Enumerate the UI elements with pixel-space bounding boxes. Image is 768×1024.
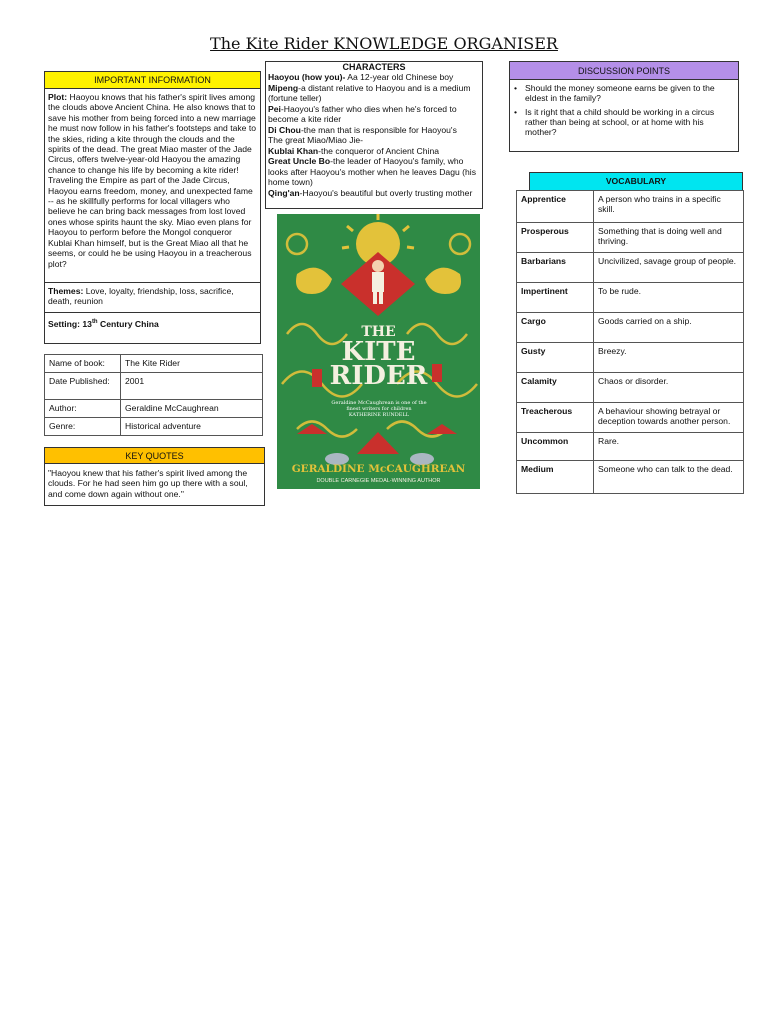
list-item: Pei-Haoyou's father who dies when he's forced to become a kite rider [268,103,457,124]
table-row [517,403,744,433]
vocabulary-header: VOCABULARY [529,172,743,191]
characters-panel [265,61,483,209]
vocab-meaning: To be rude. [594,283,744,313]
table-row [517,253,744,283]
vocab-word: Cargo [517,313,594,343]
vocab-word: Treacherous [517,403,594,433]
discussion-header: DISCUSSION POINTS [510,62,738,80]
page-title: The Kite Rider KNOWLEDGE ORGANISER [210,34,558,53]
plot-label: Plot: [48,92,68,102]
vocab-meaning: Rare. [594,433,744,461]
table-row [517,223,744,253]
cover-author: GERALDINE McCAUGHREAN [291,463,466,475]
plot-section [45,89,260,283]
table-row [517,191,744,223]
key-quotes-header: KEY QUOTES [45,448,264,464]
book-info-value: Geraldine McCaughrean [121,400,263,418]
cover-title-line3: RIDER [329,361,428,391]
book-info-label: Author: [45,400,121,418]
vocab-word: Medium [517,461,594,494]
table-row [517,313,744,343]
list-item: Great Uncle Bo-the leader of Haoyou's family, who looks after Haoyou's mother when he leaves Dagu (his home town) [268,156,476,187]
list-item: Mipeng-a distant relative to Haoyou and is a medium (fortune teller) [268,82,471,103]
book-info-label: Date Published: [45,373,121,400]
important-info-panel [44,71,261,344]
vocab-meaning: Someone who can talk to the dead. [594,461,744,494]
themes-section [45,283,260,313]
key-quote-text: "Haoyou knew that his father's spirit lived among the clouds. For he had seen him go up there with a soul, and come down again without one." [48,468,248,499]
list-item: • Should the money someone earns be given to the eldest in the family? [514,83,715,103]
discussion-list [510,80,738,144]
table-row [517,283,744,313]
book-cover [277,214,480,489]
vocab-meaning: A person who trains in a specific skill. [594,191,744,223]
cover-blurb: Geraldine McCaughrean is one of the finest writers for children KATHERINE RUNDELL [331,400,427,418]
book-info-value: Historical adventure [121,418,263,436]
table-row [517,461,744,494]
vocab-word: Apprentice [517,191,594,223]
setting-rest: Century China [100,318,159,329]
characters-list [266,72,482,198]
setting-sup: th [91,319,98,325]
table-row [517,343,744,373]
list-item: Kublai Khan-the conqueror of Ancient China [268,145,440,156]
themes-label: Themes: [48,286,84,296]
discussion-panel [509,61,739,152]
book-info-label: Name of book: [45,355,121,373]
plot-text: Haoyou knows that his father's spirit lives among the clouds above Ancient China. He also knows that to save his mother from being forced into a new marriage he must now follow in his father's footsteps and take to the skies, riding a kite through the clouds and the spirits of the dead. The great Miao master of the Jade Circus, offers twelve-year-old Haoyou the amazing chance to change his life by becoming a kite rider! [48,92,257,175]
setting-label: Setting: [48,318,80,329]
book-info-table [44,354,263,436]
setting-num: 13 [82,318,92,329]
themes-text: Love, loyalty, friendship, loss, sacrifice, death, reunion [48,286,234,307]
vocab-word: Impertinent [517,283,594,313]
vocab-meaning: Breezy. [594,343,744,373]
cover-tagline: DOUBLE CARNEGIE MEDAL-WINNING AUTHOR [316,478,441,484]
vocab-meaning: A behaviour showing betrayal or deception towards another person. [594,403,744,433]
vocab-meaning: Goods carried on a ship. [594,313,744,343]
book-info-label: Genre: [45,418,121,436]
vocab-word: Barbarians [517,253,594,283]
vocab-word: Uncommon [517,433,594,461]
important-info-header: IMPORTANT INFORMATION [45,72,260,89]
vocab-meaning: Uncivilized, savage group of people. [594,253,744,283]
book-info-value: The Kite Rider [121,355,263,373]
cover-title [277,324,480,391]
table-row [517,373,744,403]
vocab-word: Calamity [517,373,594,403]
setting-section [45,313,260,333]
vocabulary-table [516,190,744,494]
vocab-word: Gusty [517,343,594,373]
cover-title-line2: KITE [341,337,416,367]
vocab-meaning: Chaos or disorder. [594,373,744,403]
key-quotes-panel [44,447,265,506]
characters-header: CHARACTERS [342,62,406,72]
table-row [45,418,263,436]
vocab-meaning: Something that is doing well and thriving. [594,223,744,253]
table-row [45,355,263,373]
book-info-value: 2001 [121,373,263,400]
cover-title-line1: THE [361,324,396,340]
list-item: Haoyou (how you)- Aa 12-year old Chinese boy [268,72,454,82]
table-row [517,433,744,461]
list-item: The great Miao/Miao Jie- [268,135,364,145]
table-row [45,400,263,418]
plot-text-2: Traveling the Empire as part of the Jade Circus, Haoyou earns freedom, money, and unexpected fame -- as he skillfully performs for local villagers who believe he can bring back messages from lost loved ones whose spirits haunt the sky. Miao even plans for Haoyou to perform before the Mongol conqueror Kublai Khan himself, but is the Great Miao all that he seems, or could he be using Haoyou in a treacherous plot? [48,175,253,269]
list-item: • Is it right that a child should be working in a circus rather than being at school, or at home with his mother? [514,107,715,137]
vocab-word: Prosperous [517,223,594,253]
list-item: Di Chou-the man that is responsible for Haoyou's [268,124,457,135]
table-row [45,373,263,400]
list-item: Qing'an-Haoyou's beautiful but overly trusting mother [268,187,473,198]
